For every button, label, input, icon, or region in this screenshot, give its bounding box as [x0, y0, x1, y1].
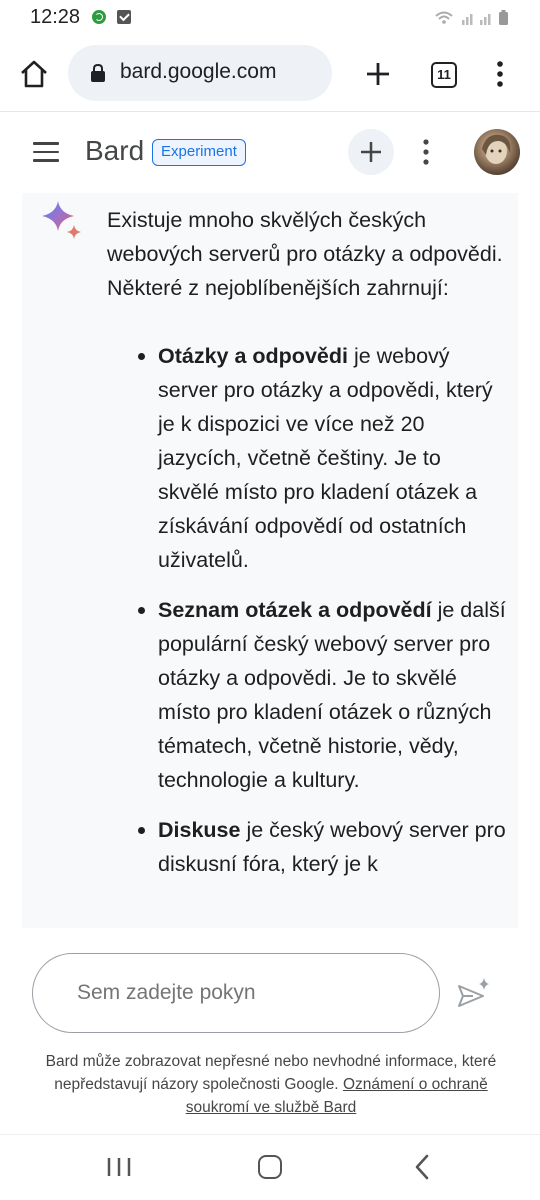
system-nav-bar — [0, 1134, 540, 1200]
notification-icon — [117, 10, 131, 24]
recent-apps-icon — [106, 1157, 132, 1177]
back-icon — [410, 1153, 434, 1181]
list-item — [133, 813, 507, 881]
hamburger-line — [33, 142, 59, 145]
hamburger-line — [33, 159, 59, 162]
list-item — [133, 339, 507, 577]
disclaimer-text: Bard může zobrazovat nepřesné nebo nevhodné informace, které nepředstavují názory společnosti Google. — [45, 1053, 497, 1093]
list-item — [133, 593, 507, 797]
browser-menu-button[interactable] — [488, 58, 512, 90]
browser-toolbar — [0, 36, 540, 112]
status-indicators — [434, 8, 514, 31]
app-title: Bard — [85, 135, 145, 166]
status-bar — [0, 0, 540, 36]
back-button[interactable] — [410, 1153, 434, 1181]
list-item-text: je český webový server pro diskusní fóra, který je k — [158, 818, 506, 876]
response-panel — [22, 193, 518, 928]
new-tab-button[interactable] — [362, 58, 394, 90]
url-text: bard.google.com — [120, 60, 277, 83]
app-menu-button[interactable] — [414, 135, 438, 169]
list-item-title: Otázky a odpovědi — [158, 344, 348, 368]
more-vert-icon — [488, 58, 512, 90]
avatar[interactable] — [474, 129, 520, 175]
list-item-title: Seznam otázek a odpovědí — [158, 598, 432, 622]
list-item-text: je další populární český webový server pro otázky a odpovědi. Je to skvělé místo pro kladení otázek o různých tématech, včetně historie, vědy, technologie a kultury. — [158, 598, 506, 792]
sync-icon — [92, 10, 106, 24]
status-time: 12:28 — [30, 6, 81, 28]
new-chat-button[interactable] — [348, 129, 394, 175]
home-button[interactable] — [16, 56, 52, 92]
list-item-title: Diskuse — [158, 818, 241, 842]
response-text — [107, 203, 507, 897]
response-intro: Existuje mnoho skvělých českých webových serverů pro otázky a odpovědi. Některé z nejoblíbenějších zahrnují: — [107, 208, 503, 300]
response-list — [133, 339, 507, 881]
bard-sparkle-icon — [40, 199, 84, 243]
home-nav-button[interactable] — [258, 1155, 282, 1179]
url-bar[interactable] — [68, 45, 332, 101]
experiment-badge: Experiment — [152, 139, 246, 166]
list-item-text: je webový server pro otázky a odpovědi, který je k dispozici ve více než 20 jazycích, včetně češtiny. Je to skvělé místo pro kladení otázek a získávání odpovědí od ostatních uživatelů. — [158, 344, 493, 572]
recent-apps-button[interactable] — [106, 1157, 132, 1177]
plus-icon — [348, 129, 394, 175]
send-button[interactable] — [455, 976, 491, 1012]
more-vert-icon — [414, 135, 438, 169]
signal-icons — [434, 8, 514, 26]
disclaimer — [28, 1050, 514, 1119]
home-icon — [16, 56, 52, 92]
send-icon — [455, 976, 491, 1012]
prompt-input[interactable] — [32, 953, 440, 1033]
privacy-notice-link[interactable]: Oznámení o ochraně soukromí ve službě Bard — [185, 1076, 488, 1116]
tab-switcher-button[interactable]: 11 — [431, 62, 457, 88]
hamburger-line — [33, 151, 59, 154]
menu-button[interactable] — [33, 142, 59, 162]
user-avatar-image — [474, 129, 520, 175]
app-header — [0, 113, 540, 193]
lock-icon — [90, 63, 106, 83]
plus-icon — [362, 58, 394, 90]
